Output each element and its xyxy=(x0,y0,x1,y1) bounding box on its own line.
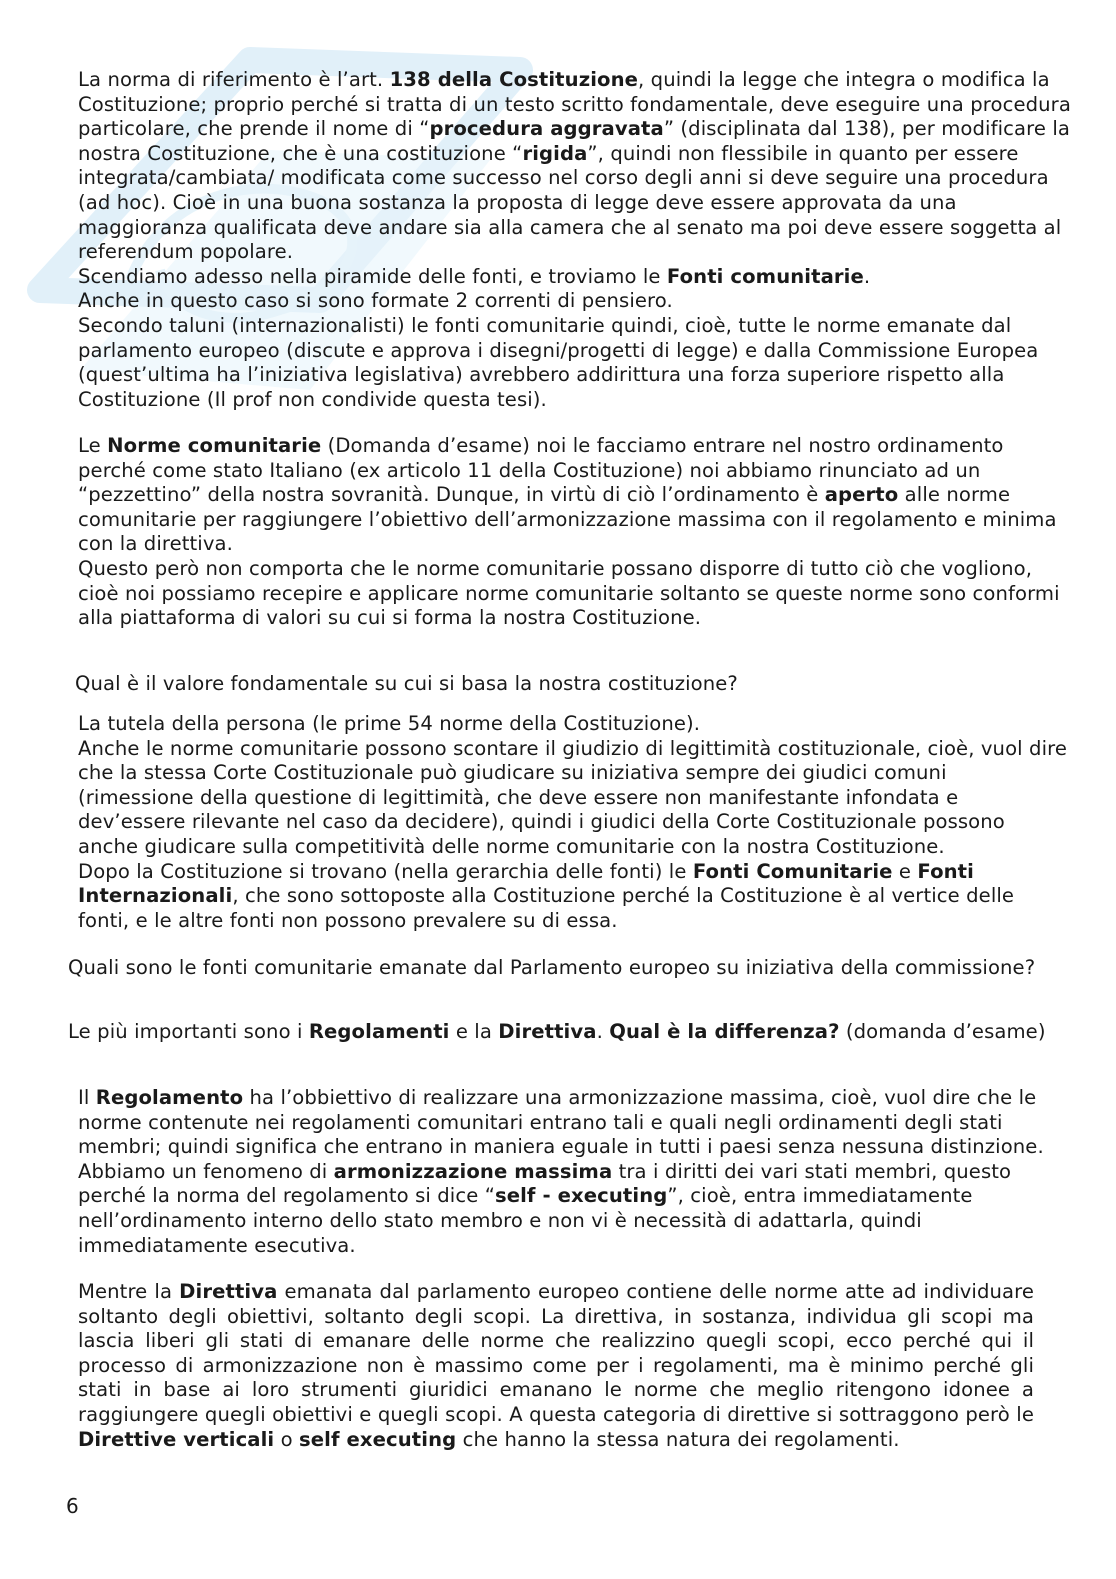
paragraph-costituzione-rigida: La norma di riferimento è l’art. 138 della Costituzione, quindi la legge che integra o modifica la Costituzione; proprio perché si tratta di un testo scritto fondamentale, deve eseguire una procedura particolare, che prende il nome di “procedura aggravata” (disciplinata dal 138), per modificare la nostra Costituzione, che è una costituzione “rigida”, quindi non flessibile in quanto per essere integrata/cambiata/ modificata come successo nel corso degli anni si deve seguire una procedura (ad hoc). Cioè in una buona sostanza la proposta di legge deve essere approvata da una maggioranza qualificata deve andare sia alla camera che al senato ma poi deve essere soggetta al referendum popolare. Scendiamo adesso nella piramide delle fonti, e troviamo le Fonti comunitarie. Anche in questo caso si sono formate 2 correnti di pensiero. Secondo taluni (internazionalisti) le fonti comunitarie quindi, cioè, tutte le norme emanate dal parlamento europeo (discute e approva i disegni/progetti di legge) e dalla Commissione Europea (quest’ultima ha l’iniziativa legislativa) avrebbero addirittura una forza superiore rispetto alla Costituzione (Il prof non condivide questa tesi). xyxy=(78,68,1071,411)
paragraph-regolamento: Il Regolamento ha l’obbiettivo di realizzare una armonizzazione massima, cioè, vuol dire che le norme contenute nei regolamenti comunitari entrano tali e quali negli ordinamenti degli stati membri; quindi significa che entrano in maniera eguale in tutti i paesi senza nessuna distinzione. Abbiamo un fenomeno di armonizzazione massima tra i diritti dei vari stati membri, questo perché la norma del regolamento si dice “self - executing”, cioè, entra immediatamente nell’ordinamento interno dello stato membro e non vi è necessità di adattarla, quindi immediatamente esecutiva. xyxy=(78,1086,1044,1257)
page-number: 6 xyxy=(66,1494,79,1518)
paragraph-norme-comunitarie: Le Norme comunitarie (Domanda d’esame) noi le facciamo entrare nel nostro ordinamento perché come stato Italiano (ex articolo 11 della Costituzione) noi abbiamo rinunciato ad un “pezzettino” della nostra sovranità. Dunque, in virtù di ciò l’ordinamento è aperto alle norme comunitarie per raggiungere l’obiettivo dell’armonizzazione massima con il regolamento e minima con la direttiva. Questo però non comporta che le norme comunitarie possano disporre di tutto ciò che vogliono, cioè noi possiamo recepire e applicare norme comunitarie soltanto se queste norme sono conformi alla piattaforma di valori su cui si forma la nostra Costituzione. xyxy=(78,434,1060,630)
paragraph-direttiva: Mentre la Direttiva emanata dal parlamento europeo contiene delle norme atte ad individuare soltanto degli obiettivi, soltanto degli scopi. La direttiva, in sostanza, individua gli scopi ma lascia liberi gli stati di emanare delle norme che realizzino quegli scopi, ecco perché qui il processo di armonizzazione non è massimo come per i regolamenti, ma è minimo perché gli stati in base ai loro strumenti giuridici emanano le norme che meglio ritengono idonee a raggiungere quegli obiettivi e quegli scopi. A questa categoria di direttive si sottraggono però le Direttive verticali o self executing che hanno la stessa natura dei regolamenti. xyxy=(78,1280,1034,1451)
paragraph-tutela-persona: La tutela della persona (le prime 54 norme della Costituzione). Anche le norme comunitarie possono scontare il giudizio di legittimità costituzionale, cioè, vuol dire che la stessa Corte Costituzionale può giudicare su iniziativa sempre dei giudici comuni (rimessione della questione di legittimità, che deve essere non manifestante infondata e dev’essere rilevante nel caso da decidere), quindi i giudici della Corte Costituzionale possono anche giudicare sulla competitività delle norme comunitarie con la nostra Costituzione. Dopo la Costituzione si trovano (nella gerarchia delle fonti) le Fonti Comunitarie e Fonti Internazionali, che sono sottoposte alla Costituzione perché la Costituzione è al vertice delle fonti, e le altre fonti non possono prevalere su di essa. xyxy=(78,712,1067,932)
question-fonti-comunitarie: Quali sono le fonti comunitarie emanate dal Parlamento europeo su iniziativa della commissione? xyxy=(68,956,1036,979)
question-valore-fondamentale: Qual è il valore fondamentale su cui si basa la nostra costituzione? xyxy=(75,672,738,695)
paragraph-regolamenti-direttiva: Le più importanti sono i Regolamenti e la Direttiva. Qual è la differenza? (domanda d’esame) xyxy=(68,1020,1046,1043)
